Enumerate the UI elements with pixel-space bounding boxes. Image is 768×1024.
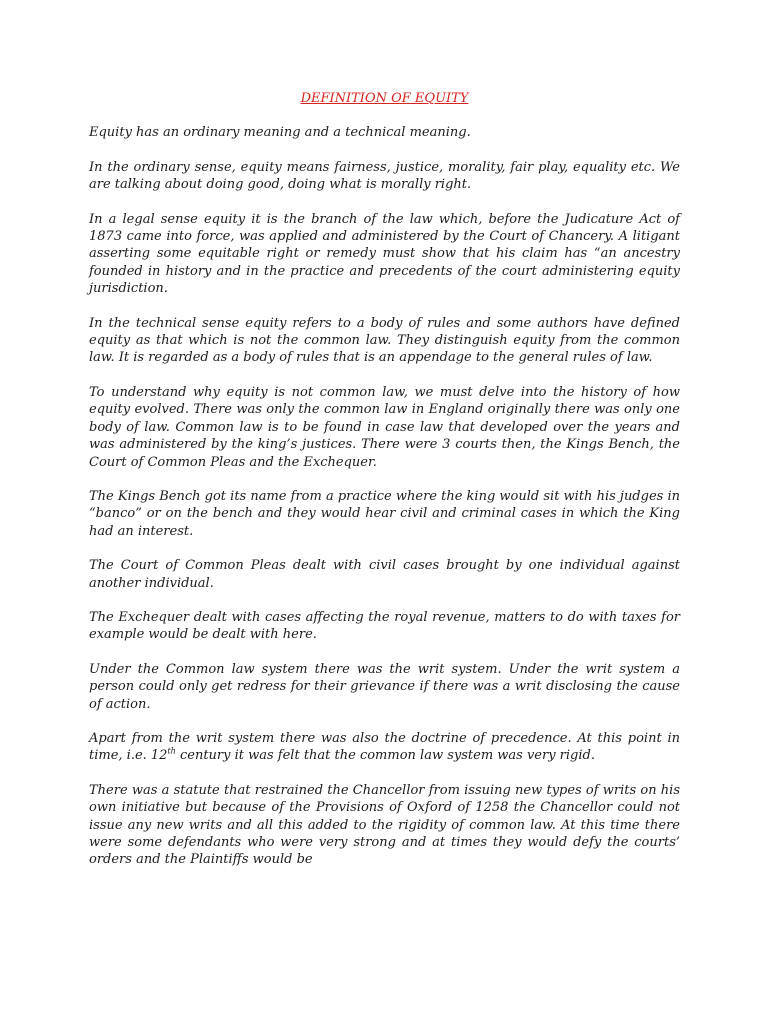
document-body <box>89 90 680 886</box>
paragraph-7: The Court of Common Pleas dealt with civil cases brought by one individual against another individual. <box>89 558 680 591</box>
paragraph-10-text-a: Apart from the writ system there was also the doctrine of precedence. At this point in time, i.e. 12 <box>89 730 680 764</box>
paragraph-10-text-b: century it was felt that the common law system was very rigid. <box>175 748 595 764</box>
paragraph-6: The Kings Bench got its name from a practice where the king would sit with his judges in “banco” or on the bench and they would hear civil and criminal cases in which the King had an interest. <box>89 488 680 539</box>
paragraph-10 <box>89 730 680 765</box>
paragraph-2: In the ordinary sense, equity means fairness, justice, morality, fair play, equality etc. We are talking about doing good, doing what is morally right. <box>89 159 680 193</box>
paragraph-11: There was a statute that restrained the Chancellor from issuing new types of writs on his own initiative but because of the Provisions of Oxford of 1258 the Chancellor could not issue any new writs and all this added to the rigidity of common law. At this time there were some defendants who were very strong and at times they would defy the courts’ orders and the Plaintiffs would be <box>89 782 680 868</box>
paragraph-9: Under the Common law system there was the writ system. Under the writ system a person could only get redress for their grievance if there was a writ disclosing the cause of action. <box>89 661 680 712</box>
ordinal-superscript: th <box>167 747 176 757</box>
paragraph-4: In the technical sense equity refers to a body of rules and some authors have defined equity as that which is not the common law. They distinguish equity from the common law. It is regarded as a body of rules that is an appendage to the general rules of law. <box>89 315 680 366</box>
page-title: DEFINITION OF EQUITY <box>300 91 469 106</box>
paragraph-3: In a legal sense equity it is the branch of the law which, before the Judicature Act of 1873 came into force, was applied and administered by the Court of Chancery. A litigant asserting some equitable right or remedy must show that his claim has “an ancestry founded in history and in the practice and precedents of the court administering equity jurisdiction. <box>89 211 680 297</box>
paragraph-1: Equity has an ordinary meaning and a technical meaning. <box>89 125 471 141</box>
paragraph-8: The Exchequer dealt with cases affecting the royal revenue, matters to do with taxes for example would be dealt with here. <box>89 609 680 643</box>
paragraph-5: To understand why equity is not common law, we must delve into the history of how equity evolved. There was only the common law in England originally there was only one body of law. Common law is to be found in case law that developed over the years and was administered by the king’s justices. There were 3 courts then, the Kings Bench, the Court of Common Pleas and the Exchequer. <box>89 384 680 470</box>
